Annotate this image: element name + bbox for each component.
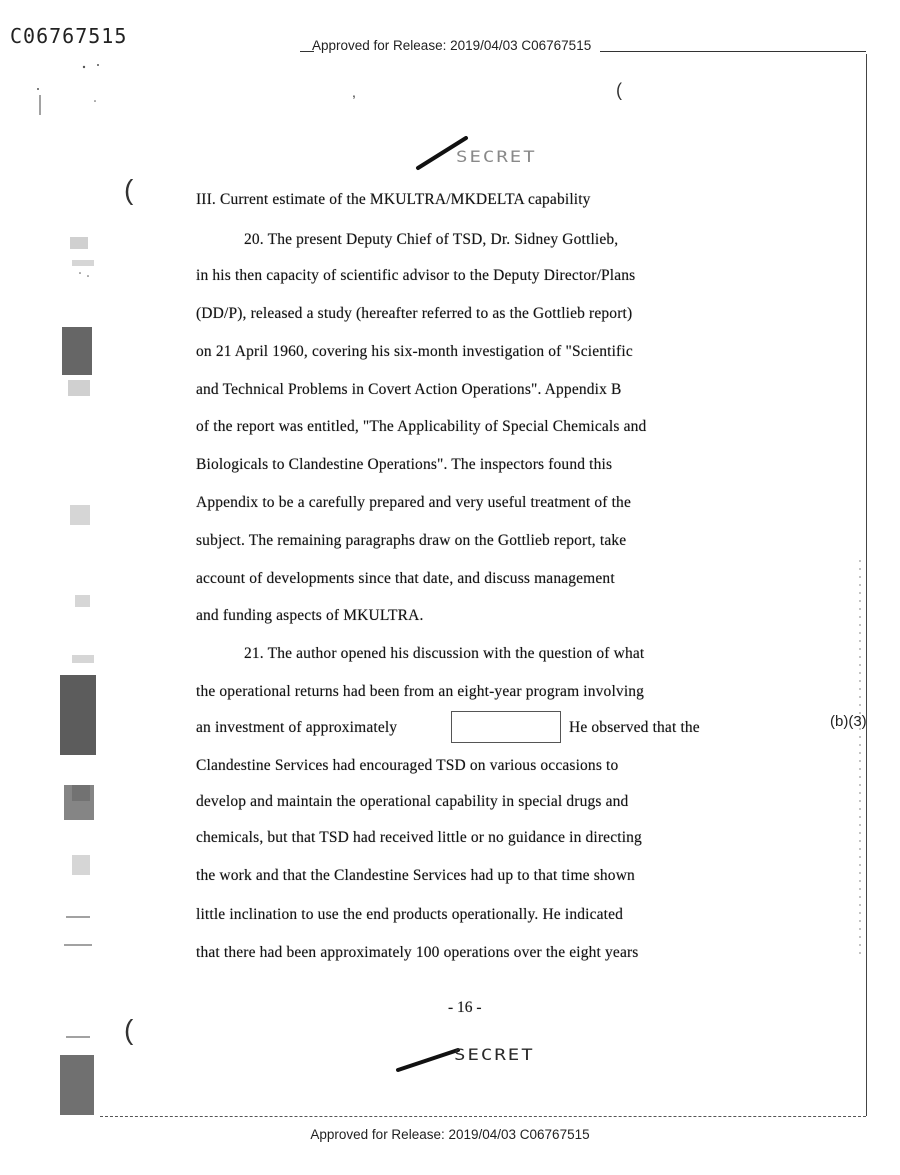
scan-noise-right-margin [855, 560, 865, 960]
classification-label-bottom: SECRET [454, 1045, 535, 1065]
paragraph-line: He observed that the [569, 719, 700, 736]
page-border-bottom [100, 1116, 866, 1117]
margin-mark: ( [124, 174, 134, 205]
classification-marking-bottom [392, 1040, 552, 1076]
paragraph-line: the work and that the Clandestine Services had up to that time shown [196, 867, 635, 884]
paragraph-line: and Technical Problems in Covert Action Operations". Appendix B [196, 381, 622, 398]
paragraph-line: Appendix to be a carefully prepared and very useful treatment of the [196, 494, 631, 511]
margin-mark: ( [616, 80, 622, 100]
paragraph-line: of the report was entitled, "The Applicability of Special Chemicals and [196, 418, 647, 435]
paragraph-line: (DD/P), released a study (hereafter referred to as the Gottlieb report) [196, 305, 633, 322]
paragraph-line: on 21 April 1960, covering his six-month investigation of "Scientific [196, 343, 633, 360]
paragraph-line: Biologicals to Clandestine Operations". The inspectors found this [196, 456, 613, 473]
release-rule-right [600, 51, 866, 52]
paragraph-line: chemicals, but that TSD had received little or no guidance in directing [196, 829, 642, 846]
classification-label-top: SECRET [456, 147, 537, 167]
classification-marking-top [412, 136, 552, 180]
margin-mark: ( [124, 1014, 134, 1045]
release-stamp-bottom: Approved for Release: 2019/04/03 C06767515 [310, 1127, 590, 1142]
exemption-code: (b)(3) [830, 713, 867, 730]
page-border-right [866, 54, 867, 1116]
paragraph-line: and funding aspects of MKULTRA. [196, 607, 424, 624]
paragraph-line: account of developments since that date, and discuss management [196, 570, 615, 587]
section-heading: III. Current estimate of the MKULTRA/MKDELTA capability [196, 191, 591, 208]
paragraph-line: 21. The author opened his discussion with the question of what [244, 645, 645, 662]
redaction-box [451, 711, 561, 743]
paragraph-line: Clandestine Services had encouraged TSD on various occasions to [196, 757, 619, 774]
document-id: C06767515 [10, 24, 128, 48]
paragraph-line: subject. The remaining paragraphs draw on the Gottlieb report, take [196, 532, 627, 549]
page-number: - 16 - [448, 999, 482, 1016]
release-rule-left [300, 51, 314, 52]
margin-mark: , [352, 84, 356, 100]
paragraph-line: an investment of approximately [196, 719, 398, 736]
paragraph-line: 20. The present Deputy Chief of TSD, Dr. Sidney Gottlieb, [244, 231, 619, 248]
paragraph-line: little inclination to use the end products operationally. He indicated [196, 906, 624, 923]
paragraph-line: the operational returns had been from an eight-year program involving [196, 683, 645, 700]
scan-noise-left-margin [0, 55, 120, 1125]
paragraph-line: in his then capacity of scientific advisor to the Deputy Director/Plans [196, 267, 636, 284]
paragraph-line: develop and maintain the operational capability in special drugs and [196, 793, 629, 810]
release-stamp-top: Approved for Release: 2019/04/03 C06767515 [312, 38, 592, 53]
paragraph-line: that there had been approximately 100 operations over the eight years [196, 944, 639, 961]
